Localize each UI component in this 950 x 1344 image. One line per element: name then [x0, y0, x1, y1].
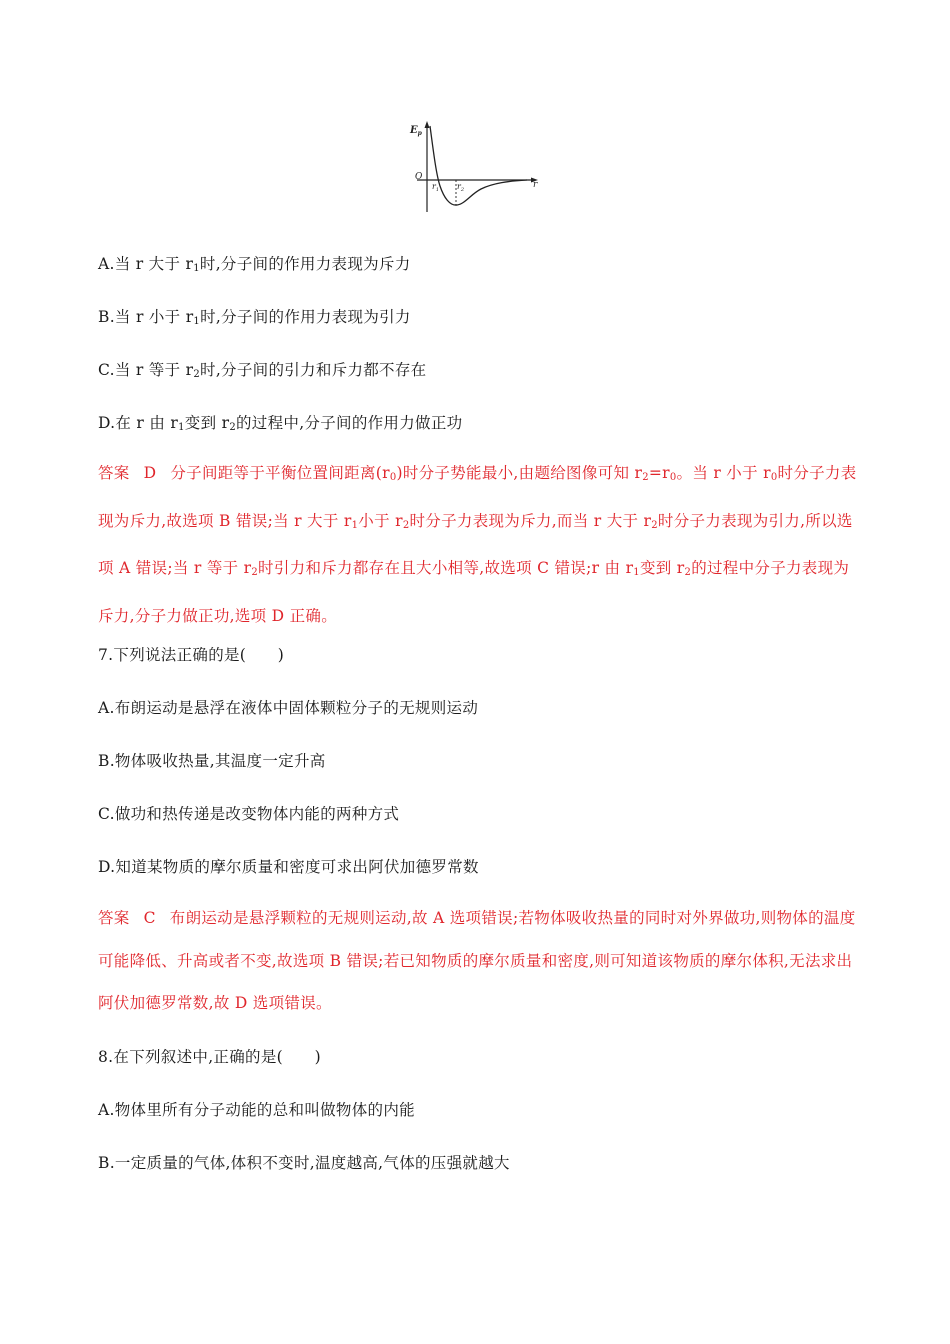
q7-option-c: C.做功和热传递是改变物体内能的两种方式	[98, 805, 400, 823]
potential-curve	[430, 126, 527, 205]
y-axis-label: $E_p$	[410, 125, 422, 137]
q8-option-a: A.物体里所有分子动能的总和叫做物体的内能	[98, 1101, 415, 1119]
answer-choice: D	[143, 464, 157, 482]
q6-answer: 答案 D 分子间距等于平衡位置间距离$(r_0)$时分子势能最小,由题给图像可知 $r_2=r_0$。当 r 小于 $r_0$时分子力表现为斥力,故选项 B 错误;当 r 大于 $r_1$小于 $r_2$时分子力表现为斥力,而当 r 大于 $r_2$时分子力表现为引力,所以选项 A 错误;当 r 等于 $r_2$时引力和斥力都存在且大小相等,故选项 C 错误;r 由 $r_1$变到 $r_2$的过程中分子力表现为斥力,分子力做正功,选项 D 正确。	[98, 464, 857, 625]
answer-label: 答案	[98, 909, 130, 927]
origin-label: O	[415, 172, 423, 182]
answer-label: 答案	[98, 464, 130, 482]
q6-option-a: A.当 r 大于 $r_1$时,分子间的作用力表现为斥力	[98, 255, 411, 274]
q7-stem: 7.下列说法正确的是( )	[98, 646, 285, 664]
y-axis-arrow	[425, 121, 430, 128]
q6-option-d: D.在 r 由 $r_1$变到 $r_2$的过程中,分子间的作用力做正功	[98, 414, 463, 433]
x-axis-label: r	[533, 180, 538, 190]
q7-option-a: A.布朗运动是悬浮在液体中固体颗粒分子的无规则运动	[98, 699, 479, 717]
q6-option-b: B.当 r 小于 $r_1$时,分子间的作用力表现为引力	[98, 308, 411, 327]
q8-stem: 8.在下列叙述中,正确的是( )	[98, 1048, 321, 1066]
potential-energy-graph	[405, 118, 545, 216]
q6-option-c: C.当 r 等于 $r_2$时,分子间的引力和斥力都不存在	[98, 361, 427, 380]
q7-option-b: B.物体吸收热量,其温度一定升高	[98, 752, 326, 770]
q7-answer: 答案 C 布朗运动是悬浮颗粒的无规则运动,故 A 选项错误;若物体吸收热量的同时对外界做功,则物体的温度可能降低、升高或者不变,故选项 B 错误;若已知物质的摩尔质量和密度,则可知道该物质的摩尔体积,无法求出阿伏加德罗常数,故 D 选项错误。	[98, 909, 856, 1012]
q7-option-d: D.知道某物质的摩尔质量和密度可求出阿伏加德罗常数	[98, 858, 479, 876]
r1-label: $r_1$	[432, 182, 440, 193]
r2-label: $r_2$	[457, 182, 465, 193]
answer-choice: C	[143, 909, 156, 927]
q8-option-b: B.一定质量的气体,体积不变时,温度越高,气体的压强就越大	[98, 1154, 510, 1172]
